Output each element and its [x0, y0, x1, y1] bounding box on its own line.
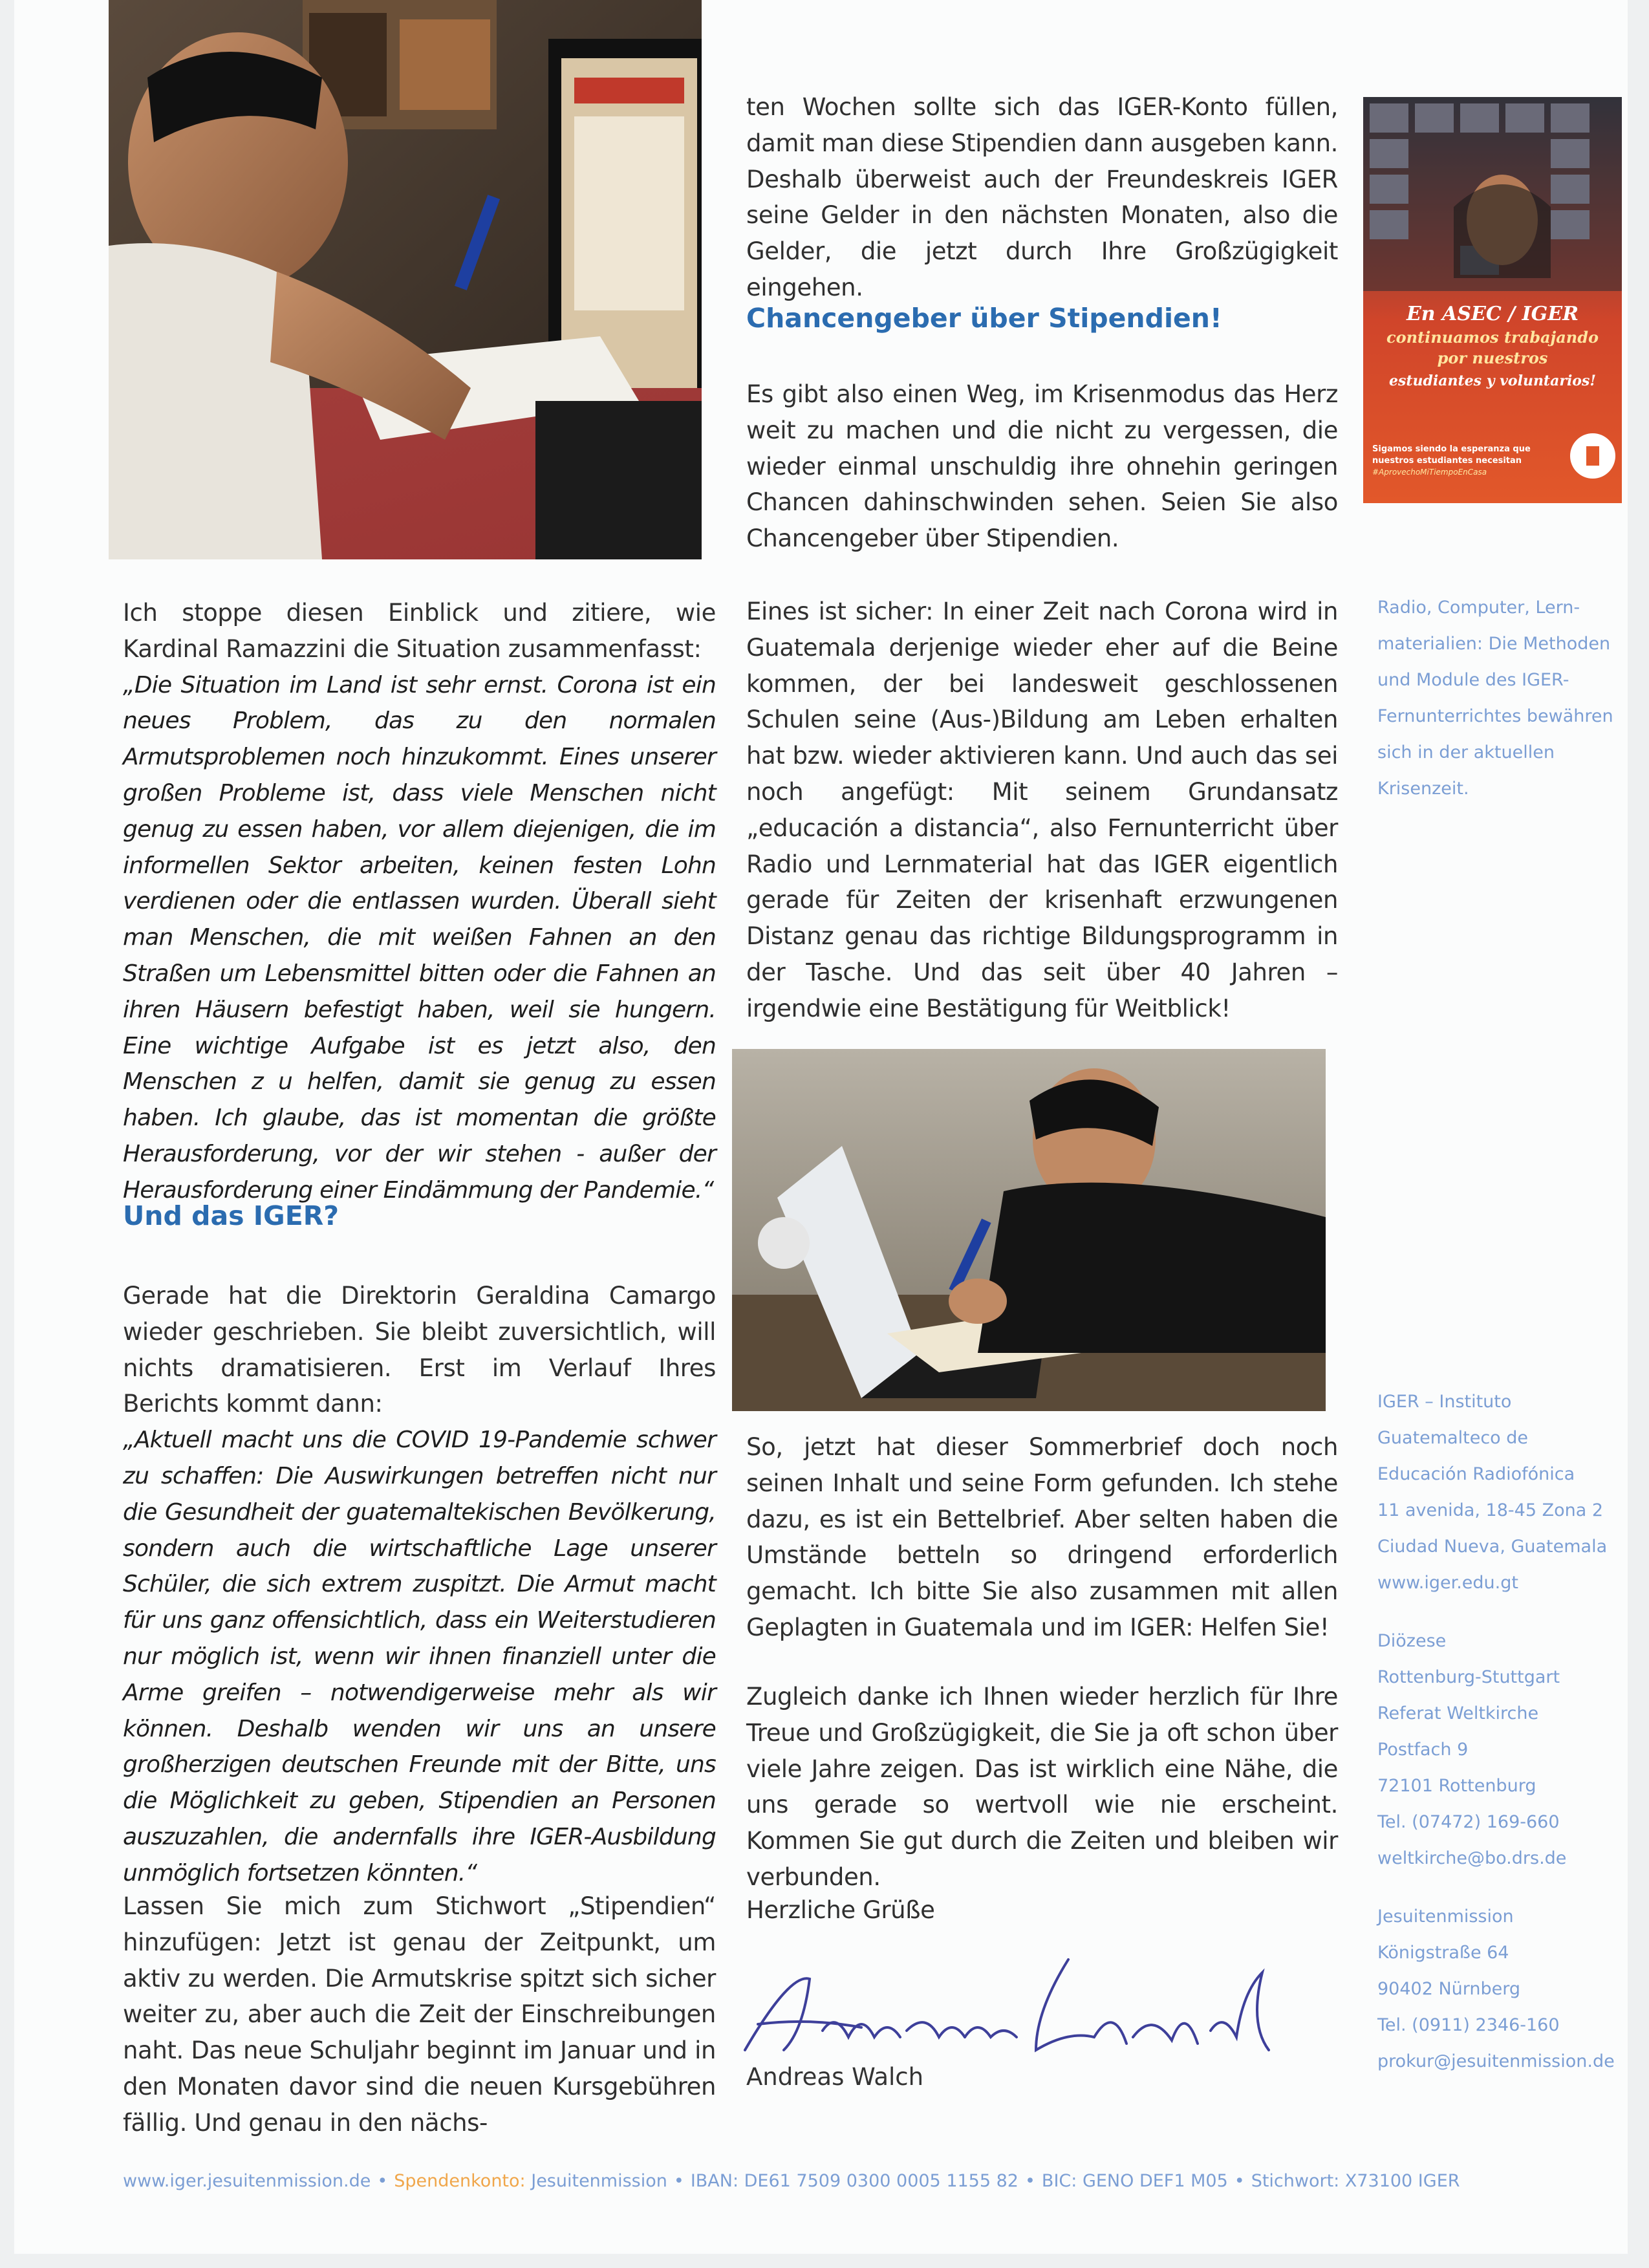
heading-und-das-iger: Und das IGER?: [123, 1200, 339, 1231]
footer-separator: •: [1024, 2171, 1035, 2191]
column-left-lower: [123, 1278, 716, 1892]
iger-website-link[interactable]: www.iger.edu.gt: [1377, 1573, 1518, 1593]
iger-poster-image: [1363, 97, 1622, 503]
poster-headline-4: estudiantes y voluntarios!: [1388, 373, 1597, 389]
caption-line-1: Radio, Computer, Lern-: [1377, 598, 1580, 618]
column-middle-top: [746, 89, 1338, 306]
footer-konto-label: Spendenkonto:: [394, 2171, 526, 2191]
paragraph-bettelbrief: So, jetzt hat dieser Sommerbrief doch noch seinen Inhalt und seine Form gefunden. Ich stehe dazu, es ist ein Bettelbrief. Aber selten haben die Umstände betteln so dringend erforderlich gemacht. Ich bitte Sie also zusammen mit allen Geplagten in Guatemala und im IGER: Helfen Sie!: [746, 1433, 1338, 1641]
contact-iger: [1377, 1384, 1626, 1601]
dioezese-line-5: 72101 Rottenburg: [1377, 1776, 1536, 1796]
footer-separator: •: [1234, 2171, 1245, 2191]
jesuiten-line-4: Tel. (0911) 2346-160: [1377, 2015, 1560, 2035]
poster-headline-1: En ASEC / IGER: [1406, 303, 1579, 325]
footer-iban: IBAN: DE61 7509 0300 0005 1155 82: [690, 2171, 1018, 2191]
contact-jesuitenmission: [1377, 1899, 1626, 2080]
greeting: Herzliche Grüße: [746, 1896, 935, 1924]
quote-ramazzini: „Die Situation im Land ist sehr ernst. Corona ist ein neues Problem, das zu den normalen Armutsproblemen noch hinzukommt. Eines unserer großen Probleme ist, dass viele Menschen nicht genug zu essen haben, vor allem diejenigen, die im informellen Sektor arbeiten, keinen festen Lohn verdienen oder die entlassen wurden. Überall sieht man Menschen, die mit weißen Fahnen an den Straßen um Lebensmittel bitten oder die Fahnen an ihren Häusern befestigt haben, weil sie hungern. Eine wichtige Aufgabe ist es jetzt also, den Menschen z u helfen, damit sie genug zu essen haben. Ich glaube, das ist momentan die größte Herausforderung, vor der wir stehen - außer der Herausforderung einer Eindämmung der Pandemie.“: [123, 671, 716, 1204]
iger-line-1: IGER – Instituto: [1377, 1392, 1512, 1412]
paragraph-stipendien: Lassen Sie mich zum Stichwort „Stipendien“ hinzufügen: Jetzt ist genau der Zeitpunkt, um aktiv zu werden. Die Armutskrise spitzt sich sicher weiter zu, aber auch die Zeit der Einschreibungen naht. Das neue Schuljahr beginnt im Januar und in den Monaten davor sind die neuen Kursgebühren fällig. Und genau in den nächs-: [123, 1892, 716, 2137]
iger-line-5: Ciudad Nueva, Guatemala: [1377, 1537, 1608, 1557]
dioezese-line-4: Postfach 9: [1377, 1740, 1469, 1760]
column-middle-3: [746, 594, 1338, 1027]
column-middle-4: [746, 1429, 1338, 1646]
iger-heading-block: [123, 1200, 716, 1231]
jesuiten-line-1: Jesuitenmission: [1377, 1906, 1514, 1927]
dioezese-email-link[interactable]: weltkirche@bo.drs.de: [1377, 1848, 1567, 1868]
footer-konto-name: Jesuitenmission: [531, 2171, 667, 2191]
heading-chancengeber: Chancengeber über Stipendien!: [746, 303, 1222, 334]
letter-page: [14, 0, 1628, 2254]
caption-line-3: und Module des IGER-: [1377, 670, 1569, 690]
poster-subline-1: Sigamos siendo la esperanza que: [1372, 444, 1531, 454]
jesuiten-line-2: Königstraße 64: [1377, 1943, 1509, 1963]
poster-headline-3: por nuestros: [1437, 349, 1548, 367]
paragraph-krisenmodus: Es gibt also einen Weg, im Krisenmodus das Herz weit zu machen und die nicht zu vergessen, die wieder einmal unschuldig ihre ohnehin geringen Chancen dahinschwinden sehen. Seien Sie also Chancengeber über Stipendien.: [746, 380, 1338, 553]
caption-line-5: sich in der aktuellen: [1377, 742, 1555, 762]
iger-line-4: 11 avenida, 18-45 Zona 2: [1377, 1500, 1604, 1520]
contact-dioezese: [1377, 1623, 1626, 1877]
chancengeber-heading-block: [746, 303, 1338, 334]
column-middle-5: [746, 1679, 1338, 1895]
sidebar-contacts: [1377, 1384, 1626, 2102]
iger-line-2: Guatemalteco de: [1377, 1428, 1529, 1448]
paragraph-direktorin: Gerade hat die Direktorin Geraldina Camargo wieder geschrieben. Sie bleibt zuversichtlich, will nichts dramatisieren. Erst im Verlauf Ihres Berichts kommt dann:: [123, 1282, 716, 1418]
dioezese-line-6: Tel. (07472) 169-660: [1377, 1812, 1560, 1832]
paragraph-konto: ten Wochen sollte sich das IGER-Konto füllen, damit man diese Stipendien dann ausgeben kann. Deshalb überweist auch der Freundeskreis IGER seine Gelder in den nächsten Monaten, also die Gelder, die jetzt durch Ihre Großzügigkeit eingehen.: [746, 93, 1338, 301]
jesuiten-line-3: 90402 Nürnberg: [1377, 1979, 1521, 1999]
caption-line-2: materialien: Die Methoden: [1377, 634, 1611, 654]
footer-bic: BIC: GENO DEF1 M05: [1041, 2171, 1228, 2191]
sidebar-caption: [1377, 590, 1626, 829]
footer-stichwort: Stichwort: X73100 IGER: [1251, 2171, 1460, 2191]
iger-line-3: Educación Radiofónica: [1377, 1464, 1575, 1484]
footer-bar: [123, 2171, 1481, 2191]
footer-separator: •: [377, 2171, 388, 2191]
greeting-block: [746, 1892, 1338, 1928]
photo-boy-with-laptop: [732, 1049, 1326, 1411]
footer-separator: •: [673, 2171, 684, 2191]
dioezese-line-2: Rottenburg-Stuttgart: [1377, 1667, 1560, 1687]
jesuiten-email-link[interactable]: prokur@jesuitenmission.de: [1377, 2051, 1615, 2071]
column-left: [123, 595, 716, 1209]
poster-subline-2: nuestros estudiantes necesitan: [1372, 456, 1522, 466]
photo-student-at-computer: [109, 0, 702, 559]
caption-line-6: Krisenzeit.: [1377, 779, 1469, 799]
dioezese-line-1: Diözese: [1377, 1631, 1447, 1651]
caption-line-4: Fernunterrichtes bewähren: [1377, 706, 1613, 726]
column-middle-2: [746, 376, 1338, 557]
quote-camargo: „Aktuell macht uns die COVID 19-Pandemie schwer zu schaffen: Die Auswirkungen betreffen nicht nur die Gesundheit der guatemaltekischen Bevölkerung, sondern auch die wirtschaftliche Lage unserer Schüler, die sich extrem zuspitzt. Die Armut macht für uns ganz offensichtlich, dass ein Weiterstudieren nur möglich ist, wenn wir ihnen finanziell unter die Arme greifen – notwendigerweise mehr als wir können. Deshalb wenden wir uns an unsere großherzigen deutschen Freunde mit der Bitte, uns die Möglichkeit zu geben, Stipendien an Personen auszuzahlen, die andernfalls ihre IGER-Ausbildung unmöglich fortsetzen könnten.“: [123, 1427, 716, 1886]
footer-website-link[interactable]: www.iger.jesuitenmission.de: [123, 2171, 371, 2191]
poster-subline-3: #AprovechoMiTiempoEnCasa: [1372, 468, 1487, 477]
intro-paragraph: Ich stoppe diesen Einblick und zitiere, wie Kardinal Ramazzini die Situation zusammenfasst:: [123, 599, 716, 663]
paragraph-dank: Zugleich danke ich Ihnen wieder herzlich für Ihre Treue und Großzügigkeit, die Sie ja oft schon über viele Jahre zeigen. Das ist wirklich eine Nähe, die uns gerade so wertvoll wie nie erscheint. Kommen Sie gut durch die Zeiten und bleiben wir verbunden.: [746, 1683, 1338, 1891]
dioezese-line-3: Referat Weltkirche: [1377, 1703, 1539, 1723]
handwritten-signature: [732, 1934, 1314, 2082]
signature-name-block: [746, 2063, 1338, 2091]
signature-name: Andreas Walch: [746, 2063, 924, 2091]
paragraph-nach-corona: Eines ist sicher: In einer Zeit nach Corona wird in Guatemala derjenige wieder eher auf die Beine kommen, der bei landesweit geschlossenen Schulen seine (Aus-)Bildung am Leben erhalten hat bzw. wieder aktivieren kann. Und auch das sei noch angefügt: Mit seinem Grundansatz „educación a distancia“, also Fernunterricht über Radio und Lernmaterial hat das IGER eigentlich gerade für Zeiten der krisenhaft erzwungenen Distanz genau das richtige Bildungsprogramm in der Tasche. Und das seit über 40 Jahren – irgendwie eine Bestätigung für Weitblick!: [746, 598, 1338, 1022]
poster-headline-2: continuamos trabajando: [1386, 328, 1599, 347]
column-left-bottom: [123, 1888, 716, 2141]
